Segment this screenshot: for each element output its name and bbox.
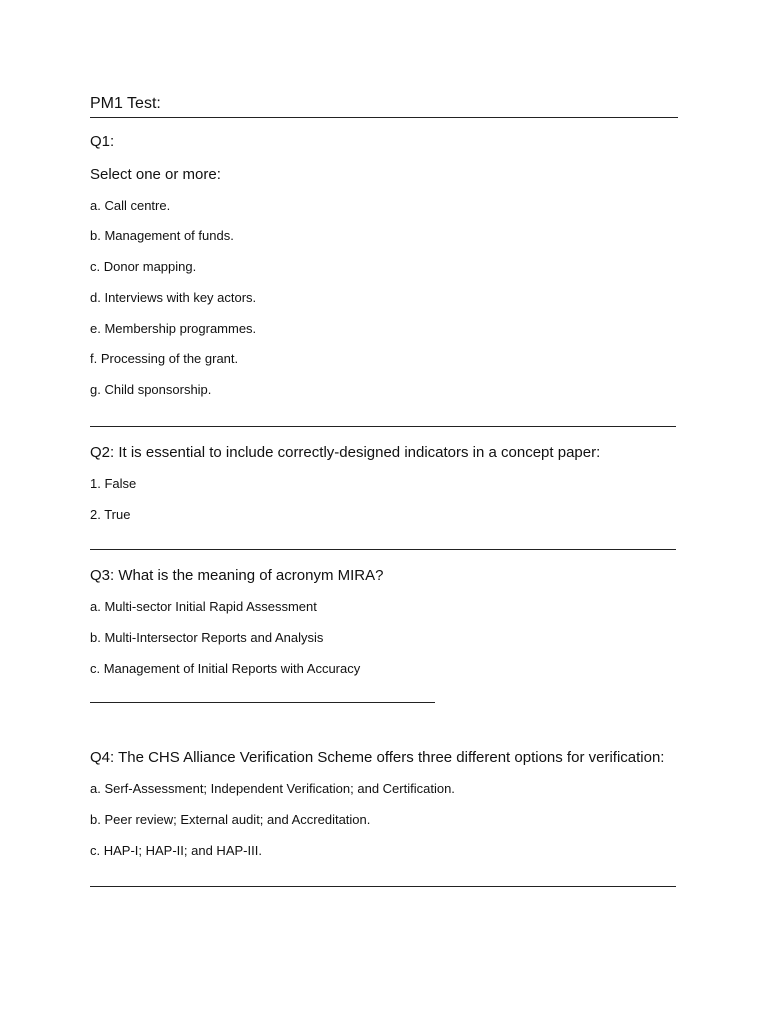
q1-instruction: Select one or more: — [90, 166, 221, 183]
q4-option-a: a. Serf-Assessment; Independent Verification; and Certification. — [90, 781, 455, 796]
q1-option-e: e. Membership programmes. — [90, 321, 257, 336]
q4-option-b: b. Peer review; External audit; and Accreditation. — [90, 812, 371, 827]
q3-option-b: b. Multi-Intersector Reports and Analysis — [90, 630, 324, 645]
q1-option-b: b. Management of funds. — [90, 228, 234, 243]
q4-option-c: c. HAP-I; HAP-II; and HAP-III. — [90, 843, 262, 858]
q2-option-2: 2. True — [90, 507, 131, 522]
q1-option-d: d. Interviews with key actors. — [90, 290, 257, 305]
q1-option-f: f. Processing of the grant. — [90, 351, 239, 366]
q2-option-1: 1. False — [90, 476, 137, 491]
q4-question: Q4: The CHS Alliance Verification Scheme offers three different options for verification: — [90, 749, 665, 766]
separator-line — [90, 886, 676, 887]
q1-option-a: a. Call centre. — [90, 198, 171, 213]
separator-line — [90, 549, 676, 550]
page-title: PM1 Test: — [90, 94, 678, 118]
q3-option-c: c. Management of Initial Reports with Accuracy — [90, 661, 361, 676]
q1-option-g: g. Child sponsorship. — [90, 382, 212, 397]
q3-question: Q3: What is the meaning of acronym MIRA? — [90, 567, 384, 584]
q1-option-c: c. Donor mapping. — [90, 259, 197, 274]
q1-label: Q1: — [90, 133, 115, 150]
separator-line — [90, 702, 435, 703]
q2-question: Q2: It is essential to include correctly-designed indicators in a concept paper: — [90, 444, 601, 461]
q3-option-a: a. Multi-sector Initial Rapid Assessment — [90, 599, 317, 614]
separator-line — [90, 426, 676, 427]
